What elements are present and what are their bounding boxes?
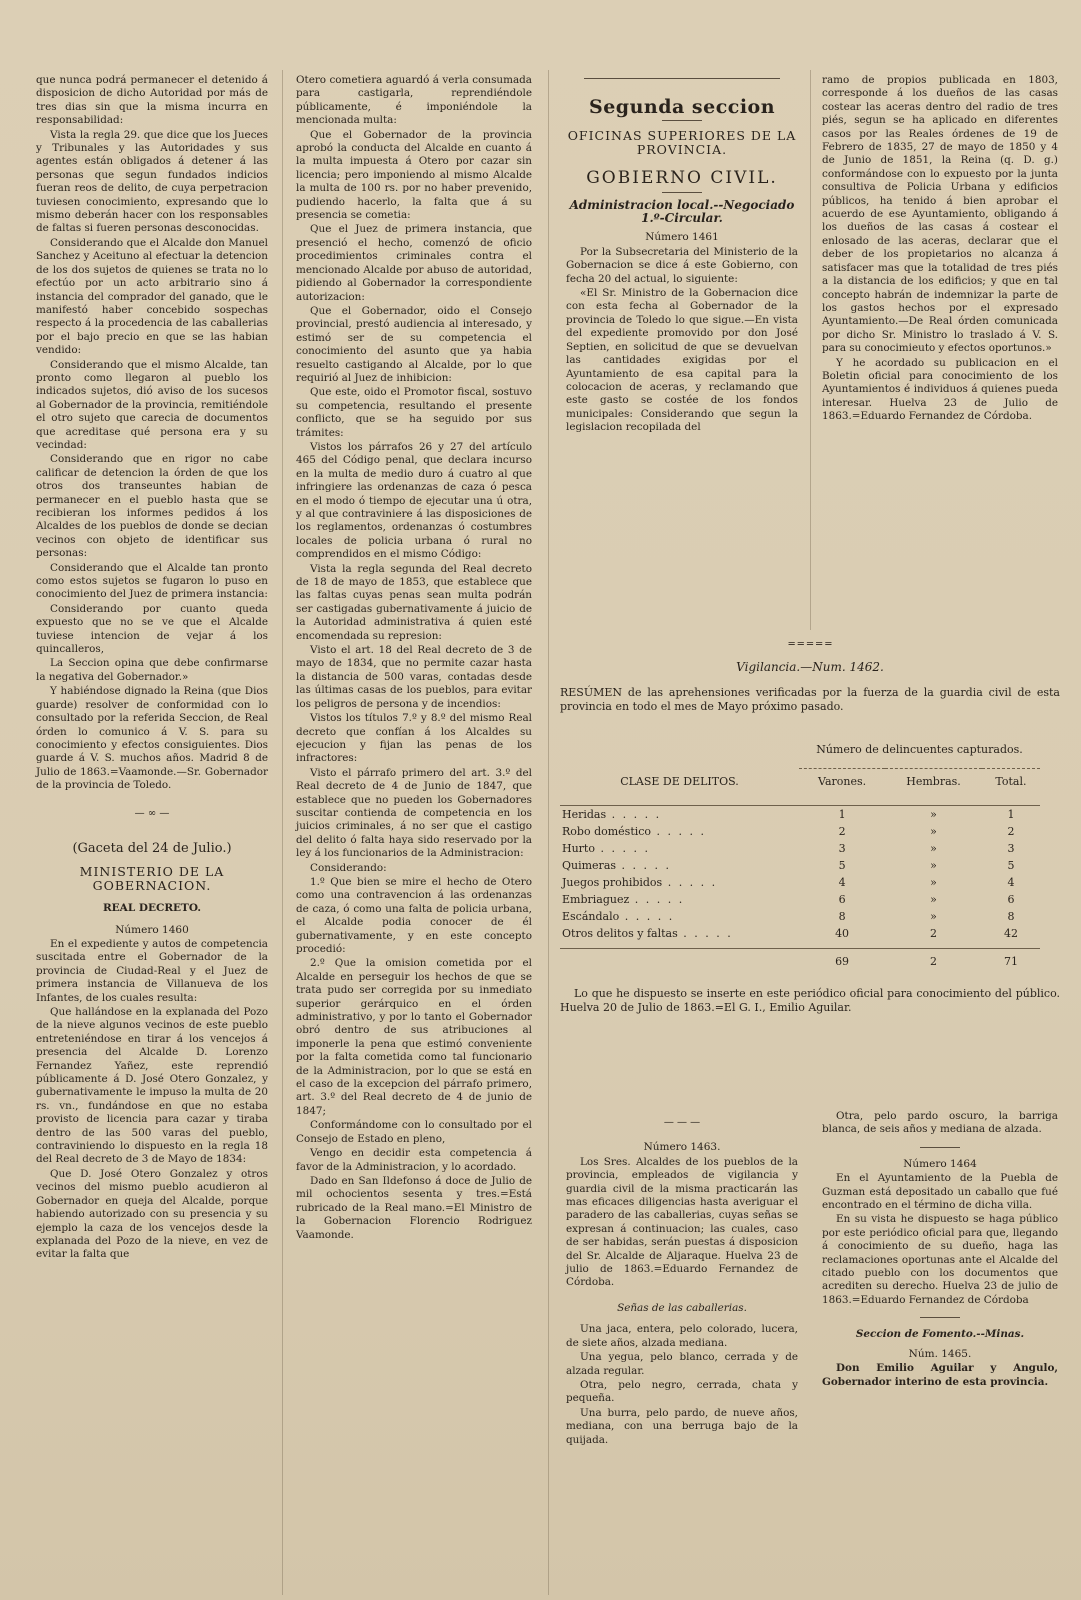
delito-label: Robo doméstico . . . . . (562, 824, 707, 838)
delito-label: Embriaguez . . . . . (562, 892, 685, 906)
delito-label: Quimeras . . . . . (562, 858, 671, 872)
col-header-hembras: Hembras. (885, 769, 982, 796)
delito-label: Juegos prohibidos . . . . . (562, 875, 718, 889)
paragraph: Una jaca, entera, pelo colorado, lucera, de siete años, alzada mediana. (566, 1323, 798, 1349)
paragraph: Otra, pelo negro, cerrada, chata y pequeña. (566, 1378, 798, 1405)
column-divider (282, 70, 283, 1595)
column-3-bottom (566, 1112, 798, 1448)
column-divider (548, 70, 549, 1595)
column-4 (822, 74, 1058, 425)
separator: — — — (663, 1117, 701, 1128)
paragraph: Los Sres. Alcaldes de los pueblos de la provincia, empleados de vigilancia y guardia civil de la misma practicarán las mas eficaces diligencias hasta averiguar el paradero de las caballerias, cuyas señas se expresan á continuacion; las cuales, caso de ser habidas, serán puestas á disposicion del Sr. Alcalde de Aljaraque. Huelva 23 de julio de 1863.=Eduardo Fernandez de Córdoba. (566, 1155, 798, 1289)
separator: ═ ═ ═ ═ ═ (788, 639, 832, 650)
paragraph: Vistos los títulos 7.º y 8.º del mismo Real decreto que confían á los Alcaldes su ejecucion y fijan las penas de los infractores: (296, 712, 532, 765)
delito-label: Heridas . . . . . (562, 807, 662, 821)
paragraph: Visto el art. 18 del Real decreto de 3 de mayo de 1834, que no permite cazar hasta la distancia de 500 varas, contadas desde las últimas casas de los pueblos, para evitar los peligros de persona y de incendios: (296, 644, 532, 710)
cell-t: 3 (1007, 841, 1015, 855)
paragraph: Conformándome con lo consultado por el Consejo de Estado en pleno, (296, 1119, 532, 1145)
header-rule (584, 78, 780, 79)
paragraph: Otero cometiera aguardó á verla consumada para castigarla, reprendiéndole públicamente, é imponiéndole la mencionada multa: (296, 74, 532, 127)
paragraph: En su vista he dispuesto se haga público por este periódico oficial para que, llegando á conocimiento de su dueño, haga las reclamaciones oportunas ante el Alcalde del citado pueblo con los documentos que acrediten su derecho. Huelva 23 de julio de 1863.=Eduardo Fernandez de Córdoba (822, 1213, 1058, 1306)
delito-label: Escándalo . . . . . (562, 909, 675, 923)
item-number: Número 1460 (115, 923, 189, 936)
table-row (560, 874, 1040, 891)
section-title: Segunda seccion (588, 96, 776, 118)
table-row (560, 823, 1040, 840)
dot-leader: . . . . . (616, 858, 671, 872)
dot-leader: . . . . . (594, 841, 650, 855)
paragraph: Considerando que el mismo Alcalde, tan pronto como llegaron al pueblo los indicados sujetos, dió aviso de los sucesos al Gobernador de la provincia, remitiéndole el otro sujeto que carecia de documentos que acreditase qué persona era y su vecindad: (36, 358, 268, 451)
paragraph: La Seccion opina que debe confirmarse la negativa del Gobernador.» (36, 657, 268, 683)
paragraph: Considerando que el Alcalde tan pronto como estos sujetos se fugaron lo puso en conocimiento del Juez de primera instancia: (36, 561, 268, 601)
paragraph: Vista la regla segunda del Real decreto de 18 de mayo de 1853, que establece que las faltas cuyas penas sean multa podrán ser castigadas gubernativamente á juicio de la Autoridad administrativa á quien esté encomendada su represion: (296, 562, 532, 642)
paragraph: Vista la regla 29. que dice que los Jueces y Tribunales y las Autoridades y sus agentes están obligados á detener á las personas que segun fundados indicios fueran reos de delito, de cuya perpetracion tuviesen conocimiento, expresando que lo mismo deberán hacer con los responsables de faltas si fueren personas desconocidas. (36, 128, 268, 235)
cell-h: » (930, 892, 937, 906)
considerando-label: Considerando: (310, 861, 387, 874)
cell-t: 5 (1007, 858, 1015, 872)
cell-h: » (930, 875, 937, 889)
paragraph: Que el Juez de primera instancia, que presenció el hecho, comenzó de oficio procedimientos criminales contra el mencionado Alcalde por abuso de autoridad, pidiendo al Gobernador la correspondiente autorizacion: (296, 223, 532, 303)
paragraph: Y habiéndose dignado la Reina (que Dios guarde) resolver de conformidad con lo consultado por la referida Seccion, de Real órden lo comunico á V. S. para su conocimiento y efectos consiguientes. Dios guarde á V. S. muchos años. Madrid 8 de Julio de 1863.=Vaamonde.—Sr. Gobernador de la provincia de Toledo. (36, 685, 268, 792)
cell-v: 8 (838, 909, 846, 923)
delito-label: Otros delitos y faltas . . . . . (562, 926, 733, 940)
col-header-total: Total. (982, 769, 1040, 796)
cell-v: 40 (835, 926, 850, 940)
vigilancia-heading: Vigilancia.—Num. 1462. (736, 660, 884, 674)
cell-h: » (930, 807, 937, 821)
paragraph: Y he acordado su publicacion en el Boletin oficial para conocimiento de los Ayuntamientos é individuos á quienes pueda interesar. Huelva 23 de Julio de 1863.=Eduardo Fernandez de Córdoba. (822, 356, 1058, 423)
col-header-numero: Número de delincuentes capturados. (816, 743, 1023, 756)
senas-heading: Señas de las caballerias. (617, 1301, 747, 1314)
table-row (560, 925, 1040, 942)
paragraph: Una yegua, pelo blanco, cerrada y de alzada regular. (566, 1351, 798, 1377)
cell-h: » (930, 841, 937, 855)
separator: — ∞ — (134, 807, 170, 819)
administracion-heading: Administracion local.--Negociado 1.º-Circular. (569, 197, 795, 226)
paragraph: Considerando que en rigor no cabe calificar de detencion la órden de que los otros dos transeuntes habian de permanecer en el pueblo hasta que se recibieran los informes pedidos á los Alcaldes de los pueblos de donde se decian vecinos con objeto de identificar sus personas: (36, 453, 268, 560)
paragraph: Visto el párrafo primero del art. 3.º del Real decreto de 4 de Junio de 1847, que establece que no pueden los Gobernadores suscitar contienda de competencia en los juicios criminales, á no ser que el castigo del delito ó falta haya sido reservado por la ley á los funcionarios de la Administracion: (296, 766, 532, 860)
col-header-clase: CLASE DE DELITOS. (620, 775, 739, 788)
paragraph: Una burra, pelo pardo, de nueve años, mediana, con una berruga bajo de la quijada. (566, 1406, 798, 1446)
cell-t: 2 (1007, 824, 1015, 838)
paragraph: Vistos los párrafos 26 y 27 del artículo 465 del Código penal, que declara incurso en la multa de medio duro á cuatro al que infringiere las ordenanzas de caza ó pesca en el modo ó tiempo de ejecutar una ú otra, y al que contraviniere á las disposiciones de los reglamentos, ordenanzas ó costumbres locales de policia urbana ó rural no comprendidos en el mismo Código: (296, 440, 532, 561)
cell-h: » (930, 824, 937, 838)
cell-v: 6 (838, 892, 846, 906)
cell-t: 1 (1007, 807, 1015, 821)
item-number: Número 1464 (903, 1157, 977, 1170)
column-divider (810, 70, 811, 630)
table-row (560, 857, 1040, 874)
cell-t: 42 (1003, 926, 1018, 940)
table-row (560, 806, 1040, 824)
section-heading: REAL DECRETO. (102, 902, 202, 915)
total-varones: 69 (835, 955, 850, 968)
paragraph: «El Sr. Ministro de la Gobernacion dice con esta fecha al Gobernador de la provincia de Toledo lo que sigue.—En vista del expediente promovido por don José Septien, en solicitud de que se devuelvan las cantidades exigidas por el Ayuntamiento de esa capital para la colocacion de aceras, y reclamando que este gasto se costée de los fondos municipales: Considerando que segun la legislacion recopilada del (566, 287, 798, 434)
cell-v: 4 (838, 875, 846, 889)
offices-heading: OFICINAS SUPERIORES DE LA PROVINCIA. (567, 128, 797, 157)
column-4-bottom (822, 1110, 1058, 1390)
column-1 (36, 74, 268, 1263)
item-number: Número 1461 (645, 231, 719, 244)
dot-leader: . . . . . (629, 892, 685, 906)
arrest-rows (560, 806, 1040, 943)
paragraph: Don Emilio Aguilar y Angulo, Gobernador interino de esta provincia. (822, 1362, 1058, 1388)
closing-text: Lo que he dispuesto se inserte en este periódico oficial para conocimiento del público. Huelva 20 de Julio de 1863.=El G. I., Emilio Aguilar. (560, 987, 1060, 1014)
paragraph: 2.º Que la omision cometida por el Alcalde en perseguir los hechos de que se trata pudo ser corregida por su inmediato superior gerárquico en el órden administrativo, y por lo tanto el Gobernador obró dentro de sus atribuciones al imponerle la pena que estimó conveniente por la falta cometida como tal funcionario de la Administracion, por lo que se está en el caso de la excepcion del párrafo primero, art. 3.º del Real decreto de 4 de junio de 1847; (296, 957, 532, 1117)
item-number: Núm. 1465. (908, 1347, 972, 1360)
dot-leader: . . . . . (662, 875, 718, 889)
paragraph: En el Ayuntamiento de la Puebla de Guzman está depositado un caballo que fué encontrado en el término de dicha villa. (822, 1172, 1058, 1212)
paragraph: Dado en San Ildefonso á doce de Julio de mil ochocientos sesenta y tres.=Está rubricado de la Real mano.=El Ministro de la Gobernacion Florencio Rodriguez Vaamonde. (296, 1174, 532, 1241)
cell-h: 2 (930, 926, 938, 940)
table-row (560, 891, 1040, 908)
paragraph: Considerando que el Alcalde don Manuel Sanchez y Aceituno al efectuar la detencion de los dos sujetos de quienes se trata no lo efectúo por un acto arbitrario sino á instancia del comprador del ganado, que le manifestó haber concebido sospechas respecto á la procedencia de las caballerias por el bajo precio en que se las habian vendido: (36, 236, 268, 357)
column-2 (296, 74, 532, 1243)
cell-v: 2 (838, 824, 846, 838)
delito-label: Hurto . . . . . (562, 841, 650, 855)
divider (662, 192, 702, 193)
paragraph: Que D. José Otero Gonzalez y otros vecinos del mismo pueblo acudieron al Gobernador en queja del Alcalde, porque habiendo autorizado con su presencia y su ejemplo la caza de los vencejos desde la explanada del Pozo de la nieve, en vez de evitar la falta que (36, 1167, 268, 1261)
vigilancia-section (560, 634, 1060, 1015)
totals-row (560, 949, 1040, 976)
dot-leader: . . . . . (606, 807, 662, 821)
divider (920, 1147, 960, 1148)
arrests-table (560, 732, 1040, 975)
cell-t: 4 (1007, 875, 1015, 889)
fomento-heading: Seccion de Fomento.--Minas. (855, 1328, 1025, 1341)
paragraph: que nunca podrá permanecer el detenido á disposicion de dicho Autoridad por más de tres dias sin que la misma incurra en responsabilidad: (36, 74, 268, 127)
paragraph: En el expediente y autos de competencia suscitada entre el Gobernador de la provincia de Ciudad-Real y el Juez de primera instancia de Villanueva de los Infantes, de los cuales resulta: (36, 937, 268, 1004)
ministry-heading: MINISTERIO DE LA GOBERNACION. (79, 864, 225, 893)
paragraph: Que el Gobernador, oido el Consejo provincial, prestó audiencia al interesado, y estimó ser de su competencia el conocimiento del asunto que ya habia resuelto castigando al Alcalde, por lo que requirió al Juez de inhibicion: (296, 304, 532, 384)
cell-t: 8 (1007, 909, 1015, 923)
paragraph: Por la Subsecretaria del Ministerio de la Gobernacion se dice á este Gobierno, con fecha 20 del actual, lo siguiente: (566, 245, 798, 285)
total-hembras: 2 (930, 955, 938, 968)
paragraph: Que el Gobernador de la provincia aprobó la conducta del Alcalde en cuanto á la multa impuesta á Otero por cazar sin licencia; pero imponiendo al mismo Alcalde la multa de 100 rs. por no haber prevenido, pudiendo hacerlo, la falta que á su presencia se cometia: (296, 128, 532, 222)
paragraph: ramo de propios publicada en 1803, corresponde á los dueños de las casas costear las aceras dentro del radio de tres piés, segun se ha aplicado en diferentes casos por las Reales órdenes de 19 de Febrero de 1835, 27 de mayo de 1850 y 4 de Junio de 1851, la Reina (q. D. g.) conformándose con lo expuesto por la junta consultiva de Policia Urbana y edificios públicos, ha tenido á bien aprobar el acuerdo de ese Ayuntamiento, obligando á los dueños de las casas á costear el enlosado de las aceras, declarar que el deber de los propietarios no alcanza á satisfacer mas que la totalidad de tres piés a la distancia de los edificios; y que en tal concepto habrán de indemnizar la parte de los gastos hechos por el expresado Ayuntamiento.—De Real órden comunicada por dicho Sr. Ministro lo traslado á V. S. para su conocimieuto y efectos oportunos.» (822, 74, 1058, 355)
item-number: Número 1463. (643, 1141, 721, 1154)
divider (662, 120, 702, 121)
paragraph: Otra, pelo pardo oscuro, la barriga blanca, de seis años y mediana de alzada. (822, 1110, 1058, 1136)
cell-v: 5 (838, 858, 846, 872)
cell-t: 6 (1007, 892, 1015, 906)
dot-leader: . . . . . (619, 909, 675, 923)
gaceta-reference: (Gaceta del 24 de Julio.) (72, 840, 232, 856)
paragraph: Considerando por cuanto queda expuesto que no se ve que el Alcalde tuviese intencion de vejar á los quincalleros, (36, 602, 268, 656)
paragraph: Que este, oido el Promotor fiscal, sostuvo su competencia, resultando el presente conflicto, que se ha seguido por sus trámites: (296, 386, 532, 439)
divider (920, 1317, 960, 1318)
paragraph: 1.º Que bien se mire el hecho de Otero como una contravencion á las ordenanzas de caza, ó como una falta de policia urbana, el Alcalde podia conocer de él gubernativamente, y en este concepto procedió: (296, 875, 532, 955)
dot-leader: . . . . . (651, 824, 707, 838)
cell-v: 1 (838, 807, 846, 821)
table-row (560, 840, 1040, 857)
dot-leader: . . . . . (677, 926, 733, 940)
cell-h: » (930, 858, 937, 872)
paragraph: Vengo en decidir esta competencia á favor de la Administracion, y lo acordado. (296, 1147, 532, 1173)
paragraph: Que hallándose en la explanada del Pozo de la nieve algunos vecinos de este pueblo entreteniéndose en tirar á los vencejos á presencia del Alcalde D. Lorenzo Fernandez Yañez, este reprendió públicamente á D. José Otero Gonzalez, y gubernativamente le impuso la multa de 20 rs. vn., fundándose en que no estaba provisto de licencia para cazar y tiraba dentro de las 500 varas del pueblo, contraviniendo lo dispuesto en la regla 18 del Real decreto de 3 de Mayo de 1834: (36, 1006, 268, 1166)
cell-h: » (930, 909, 937, 923)
resumen-text: RESÚMEN de las aprehensiones verificadas por la fuerza de la guardia civil de esta provincia en todo el mes de Mayo próximo pasado. (560, 686, 1060, 713)
table-row (560, 908, 1040, 925)
gobierno-heading: GOBIERNO CIVIL. (586, 168, 778, 189)
col-header-varones: Varones. (799, 769, 885, 796)
cell-v: 3 (838, 841, 846, 855)
column-3 (566, 72, 798, 436)
total-total: 71 (1003, 955, 1018, 968)
